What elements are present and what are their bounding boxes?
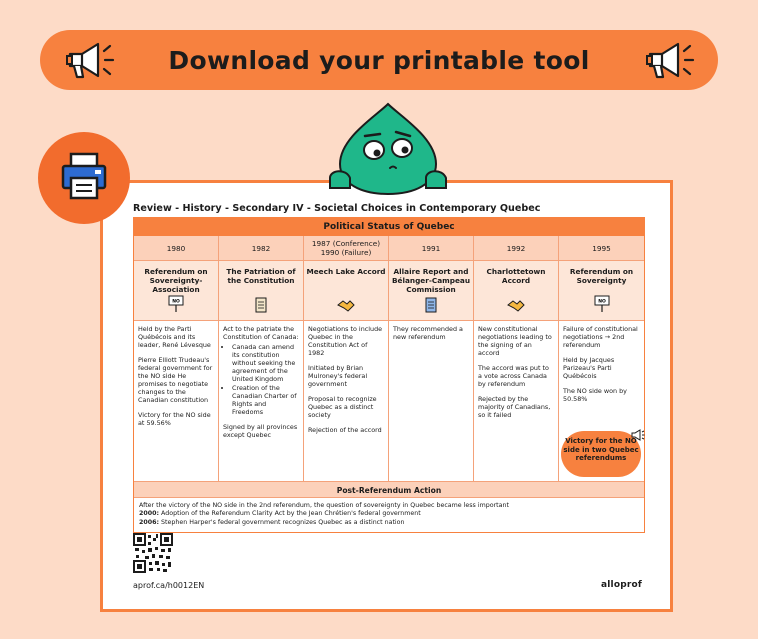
description-cell (219, 321, 304, 481)
event-label: The Patriation of the Constitution (226, 267, 296, 285)
post-referendum-body (134, 498, 644, 532)
event-row (134, 261, 644, 321)
printer-icon (61, 152, 107, 202)
event-cell (389, 261, 474, 321)
year-cell: 1982 (219, 236, 304, 261)
event-cell (474, 261, 559, 321)
description-text: They recommended a new referendum (393, 325, 463, 341)
handshake-icon (337, 299, 355, 313)
event-cell (219, 261, 304, 321)
bullet-list (232, 343, 299, 416)
event-label: Referendum on Sovereignty (569, 267, 634, 285)
footer-link[interactable]: aprof.ca/h0012EN (133, 581, 205, 590)
description-text: Held by the Parti Québécois and its leader, René Lévesque (138, 325, 211, 349)
post-text: Adoption of the Referendum Clarity Act by the Jean Chrétien's federal government (159, 510, 421, 518)
post-year: 2006: (139, 518, 160, 526)
sign-no-icon (594, 295, 610, 313)
description-text: Victory for the NO side at 59.56% (138, 411, 211, 427)
description-cell (304, 321, 389, 481)
constitution-icon (254, 297, 268, 313)
description-cell (134, 321, 219, 481)
description-text: Pierre Elliott Trudeau's federal government for the NO side He promises to negotiate changes to the Canadian constitution (138, 356, 213, 404)
handshake-icon (507, 299, 525, 313)
printable-sheet (100, 180, 673, 612)
event-label: Meech Lake Accord (306, 267, 386, 276)
description-cell (559, 321, 644, 481)
victory-badge (561, 431, 641, 477)
post-line (139, 510, 639, 518)
description-text: The NO side won by 50.58% (563, 387, 627, 403)
year-cell: 1991 (389, 236, 474, 261)
description-text: Signed by all provinces except Quebec (223, 423, 298, 439)
qr-code-icon[interactable] (133, 533, 173, 573)
description-cell (389, 321, 474, 481)
post-referendum-heading: Post-Referendum Action (134, 481, 644, 498)
megaphone-icon (631, 429, 645, 441)
document-title: Review - History - Secondary IV - Societal Choices in Contemporary Quebec (133, 203, 541, 214)
description-text: Rejected by the majority of Canadians, so it failed (478, 395, 551, 419)
victory-badge-text: Victory for the NO side in two Quebec referendums (563, 437, 639, 463)
table-title: Political Status of Quebec (134, 218, 644, 236)
year-cell: 1995 (559, 236, 644, 261)
megaphone-icon (642, 39, 696, 81)
bullet-item: • Canada can amend its constitution without seeking the agreement of the United Kingdom (232, 343, 299, 383)
description-cell (474, 321, 559, 481)
year-cell: 1980 (134, 236, 219, 261)
description-row (134, 321, 644, 481)
mascot-illustration (318, 98, 458, 198)
post-line: After the victory of the NO side in the 2nd referendum, the question of sovereignty in Quebec became less important (139, 502, 509, 509)
description-text: Held by Jacques Parizeau's Parti Québécois (563, 356, 615, 380)
description-text: The accord was put to a vote across Canada by referendum (478, 364, 549, 388)
megaphone-icon (62, 39, 116, 81)
description-text: Negotiations to include Quebec in the Constitution Act of 1982 (308, 325, 383, 357)
description-text: Initiated by Brian Mulroney's federal government (308, 364, 368, 388)
download-banner[interactable] (40, 30, 718, 90)
print-button[interactable] (38, 132, 130, 224)
banner-title: Download your printable tool (168, 45, 590, 75)
year-cell: 1992 (474, 236, 559, 261)
sign-text: NO (597, 299, 606, 305)
event-cell (559, 261, 644, 321)
description-text: Proposal to recognize Quebec as a distinct society (308, 395, 377, 419)
post-line (139, 519, 639, 527)
event-cell (304, 261, 389, 321)
sign-no-icon (168, 295, 184, 313)
year-cell: 1987 (Conference) 1990 (Failure) (304, 236, 389, 261)
year-row (134, 236, 644, 261)
bullet-item: • Creation of the Canadian Charter of Rights and Freedoms (232, 384, 299, 416)
sign-text: NO (172, 299, 180, 305)
post-year: 2000: (139, 510, 160, 518)
description-text: New constitutional negotiations leading to the signing of an accord (478, 325, 552, 357)
event-label: Charlottetown Accord (486, 267, 546, 285)
post-text: Stephen Harper's federal government recognizes Quebec as a distinct nation (159, 518, 405, 526)
event-label: Allaire Report and Bélanger-Campeau Commission (391, 267, 471, 294)
report-icon (424, 297, 438, 313)
political-status-table (133, 217, 645, 533)
event-label: Referendum on Sovereignty-Association (144, 267, 208, 294)
description-text: Rejection of the accord (308, 426, 382, 434)
brand-logo: alloprof (600, 580, 642, 590)
event-cell (134, 261, 219, 321)
description-text: Failure of constitutional negotiations → 2nd referendum (563, 325, 638, 349)
description-text: Act to the patriate the Constitution of Canada: (223, 325, 299, 341)
